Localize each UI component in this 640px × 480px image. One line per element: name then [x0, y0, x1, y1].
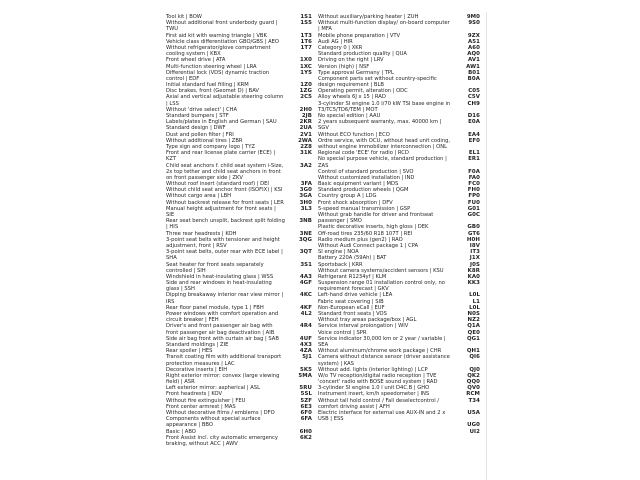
option-description: Mobile phone preparation | VTV — [318, 32, 401, 39]
option-description: Without Audi Connect package 1 | CPA — [318, 242, 419, 249]
option-code: 9ZX — [467, 32, 480, 39]
option-description: Front headrests | KOV — [166, 391, 223, 398]
option-row — [318, 429, 480, 435]
option-description: Driving on the right | LRV — [318, 57, 384, 64]
option-code: QE0 — [467, 329, 480, 336]
option-description: Decorative inserts | EIH — [166, 366, 228, 373]
option-code: UG0 — [467, 422, 480, 429]
option-code: FC0 — [468, 181, 480, 188]
option-description: Side and rear windows in heat-insulating glass | SSH — [166, 280, 272, 293]
option-code: 2WA — [298, 137, 312, 144]
option-description: Labels/plates in English and German | SAU — [166, 119, 277, 126]
option-code: IT3 — [470, 249, 480, 256]
option-code: 5MA — [298, 372, 312, 379]
option-code: 4GF — [299, 280, 312, 287]
left-option-list — [166, 14, 312, 447]
option-code: RCM — [466, 391, 480, 398]
option-description: Rear spoiler | HES — [166, 348, 213, 355]
option-description: 3-cylinder SI engine 1.0 l/70 kW TSI base engine in T3/TC5/TD6/TEM | MOT — [318, 100, 451, 113]
option-row — [318, 212, 480, 224]
option-code: J0S — [470, 261, 480, 268]
option-row — [166, 237, 312, 249]
option-code: 3FA — [300, 181, 312, 188]
option-row — [166, 262, 312, 274]
option-description: W/o TV reception/digital radio reception | TVE — [318, 372, 437, 379]
option-description: Without multi-function display/ on-board computer | MFA — [318, 20, 450, 33]
right-option-list — [318, 14, 480, 435]
option-description: Multi-function steering wheel | LRA — [166, 63, 257, 70]
option-code: 5J1 — [302, 354, 312, 361]
option-code: AQ0 — [467, 51, 480, 58]
option-description: Without child seat anchor front (ISOFIX) | KSI — [166, 187, 283, 194]
option-description: 'concert' radio with BOSE sound system | RAD — [318, 379, 438, 386]
option-code: 4ZA — [299, 348, 312, 355]
option-description: 3-cylinder SI engine 1.0 l unit D4C.B | GHO — [318, 385, 430, 392]
option-row — [318, 354, 480, 366]
option-description: Axial and vertical adjustable steering column | LSS — [166, 94, 284, 107]
option-code: 3QT — [299, 249, 312, 256]
option-description: Rear seat bench unsplit, backrest split folding | HIS — [166, 218, 285, 231]
option-row — [318, 119, 480, 131]
option-row — [166, 354, 312, 366]
option-description: Standard design | DWF — [166, 125, 226, 132]
option-code: QK2 — [467, 372, 480, 379]
option-code: E0A — [468, 119, 480, 126]
option-code: 4X3 — [300, 341, 312, 348]
option-description: Seat heater for front seats separately controlled | SIH — [166, 261, 264, 274]
option-code: 6E3 — [300, 403, 312, 410]
option-description: Control of standard production | SVO — [318, 168, 414, 175]
option-description: Without camera systems/accident sensors | KSU — [318, 267, 444, 274]
option-code: 1XC — [300, 63, 312, 70]
option-description: Radio medium plus (gen2) | RAO — [318, 236, 403, 243]
option-description: Front Assist incl. city automatic emergency braking, without ACC | AWV — [166, 434, 278, 447]
option-code: 3G0 — [299, 187, 312, 194]
option-row — [166, 292, 312, 304]
option-description: Regional code 'ECE' for radio | RCD — [318, 150, 409, 157]
option-description: Sportsback | KRR — [318, 261, 363, 268]
option-description: Without add. lights (interior lighting) | LCP — [318, 366, 428, 373]
option-code: J1X — [469, 255, 480, 262]
option-description: Suspension range 01 installation control only, no requirement forecast | GKV — [318, 280, 445, 293]
option-code: A51 — [468, 38, 480, 45]
option-code: QH1 — [466, 348, 480, 355]
option-description: Front shock absorption | DFV — [318, 199, 393, 206]
option-description: Right exterior mirror: convex (large viewing field) | ASR — [166, 372, 280, 386]
option-description: Without additional tires | ZBR — [166, 137, 243, 144]
option-code: 6K2 — [300, 434, 312, 441]
option-code: 3H0 — [299, 199, 312, 206]
option-description: Without auxiliary/parking heater | ZUH — [318, 14, 419, 20]
option-description: Service indicator 30,000 km or 2 year / variable | SEA — [318, 335, 446, 348]
option-code: L0L — [469, 292, 480, 299]
option-code: KK3 — [467, 280, 480, 287]
option-description: Transit coating film with additional transport protection measures | LAC — [166, 354, 282, 367]
option-description: Without tall hold control / Fall deselectcontrol / comfort driving assist | AFH — [318, 397, 440, 410]
option-description: Without decorative films / emblems | DFO — [166, 410, 275, 416]
option-code: EF0 — [468, 137, 480, 144]
option-description: Ordre service, with OCU, without head unit coding, without engine immobilizer interconnection | ONL — [318, 137, 451, 150]
option-description: 5-speed manual transmission | GSP — [318, 205, 411, 212]
option-row — [166, 416, 312, 428]
option-row — [166, 206, 312, 218]
option-description: Front wheel drive | ATA — [166, 57, 226, 64]
option-description: Without backrest release for front seats | LER — [166, 199, 284, 206]
option-description: Driver's and front passenger air bag with front passenger air bag deactivation | AIB — [166, 323, 275, 336]
option-code: FH0 — [467, 187, 480, 194]
option-description: Power windows with comfort operation and circuit breaker | FEH — [166, 311, 279, 324]
left-option-column — [166, 14, 312, 447]
option-code: Q1A — [467, 323, 480, 330]
option-code: 4KC — [300, 292, 312, 299]
option-description: Without grab handle for driver and frontseat passenger | SMO — [318, 212, 434, 225]
option-description: Camera without distance sensor (driver assistance system) | KAS — [318, 354, 450, 367]
option-code: 3NB — [299, 218, 312, 225]
option-description: Left-hand drive vehicle | LEA — [318, 292, 393, 299]
option-description: SI engine | NOA — [318, 249, 359, 256]
option-row — [318, 76, 480, 88]
option-description: Rear floor panel module, type 1 | FBH — [166, 304, 264, 311]
option-code: 3QG — [298, 236, 312, 243]
page-edge-line — [486, 12, 487, 480]
option-code: 5K5 — [300, 366, 312, 373]
option-code: 2V1 — [300, 131, 312, 138]
option-code: 1ZG — [299, 88, 312, 95]
option-code: C05 — [468, 88, 480, 95]
option-code: UI2 — [469, 428, 480, 435]
option-description: Front center armrest | MAS — [166, 403, 236, 410]
option-description: Operating permit, alteration | ODC — [318, 88, 408, 95]
option-description: Standard front seats | VOS — [318, 311, 387, 317]
option-code: U5A — [467, 410, 480, 416]
option-code: 4L2 — [300, 311, 312, 317]
option-code: AW1 — [466, 63, 480, 70]
option-description: Initial standard fuel filling | KRM — [166, 82, 249, 89]
option-code: NZ2 — [467, 317, 480, 324]
option-code: ER1 — [468, 156, 480, 163]
option-code: 3GA — [299, 193, 312, 200]
option-row — [166, 218, 312, 230]
option-description — [318, 429, 453, 435]
option-description: Manual height adjustment for front seats | SIE — [166, 205, 276, 218]
option-code: 9M0 — [466, 14, 480, 20]
option-code: L1 — [472, 298, 480, 305]
option-code: 3A2 — [300, 162, 312, 169]
option-code: 1S5 — [300, 20, 312, 27]
option-code: 6F0 — [300, 410, 312, 416]
option-description: Without roof insert (standard roof) | DEI — [166, 181, 269, 188]
option-description: Differential lock (VDS) dynamic traction control | EDF — [166, 69, 270, 82]
option-code: 5RU — [299, 385, 312, 392]
option-row — [166, 70, 312, 82]
option-code: QJ0 — [469, 366, 480, 373]
option-row — [166, 373, 312, 385]
option-description: Battery 220A (59Ah) | BAT — [318, 255, 387, 262]
option-code: L0L — [469, 304, 480, 311]
option-description: First aid kit with warning triangle | VBK — [166, 32, 267, 39]
option-row — [318, 156, 480, 168]
option-code: H0H — [466, 236, 480, 243]
option-code: 5ZF — [300, 397, 312, 404]
option-code: B0A — [467, 75, 480, 82]
option-code: 2Z8 — [300, 143, 312, 150]
option-code: 3NE — [299, 230, 312, 237]
option-code: QG1 — [466, 335, 480, 342]
option-code: 4A3 — [300, 273, 312, 280]
option-description: Plastic decorative inserts, high gloss | DEK — [318, 224, 429, 231]
option-row — [166, 280, 312, 292]
option-code: QI6 — [469, 354, 480, 361]
option-description: Alloy wheels 6J x 15 | RAD — [318, 94, 386, 101]
option-code: C5V — [467, 94, 480, 101]
option-code: GB0 — [467, 224, 480, 231]
option-description: Component parts set without country-specific design requirement | BLB — [318, 75, 437, 89]
option-row — [166, 163, 312, 182]
option-code: 2H0 — [299, 106, 312, 113]
option-row — [166, 311, 312, 323]
option-description: 3-point seat belts, outer rear with ECE label | SHA — [166, 249, 283, 262]
option-row — [166, 150, 312, 162]
option-row — [166, 20, 312, 32]
option-code: 1T7 — [300, 44, 312, 51]
option-description: Audi AG | HIR — [318, 38, 353, 45]
option-row — [166, 94, 312, 106]
option-description: Tool kit | BOW — [166, 14, 202, 20]
option-description: Instrument insert, km/h speedometer | INS — [318, 391, 430, 398]
option-description: Windshield in heat-insulating glass | WSS — [166, 273, 274, 280]
option-description: 3-point seat belts with tensioner and height adjustment, front | RSV — [166, 236, 280, 249]
option-code: 5SL — [300, 391, 312, 398]
option-code: EA4 — [468, 131, 480, 138]
option-description: Without aluminum/chrome work package | CHR — [318, 348, 442, 355]
option-description: Disc brakes, front (Geomet D) | BAV — [166, 88, 259, 95]
option-code: QV0 — [467, 385, 480, 392]
option-code: AV1 — [467, 57, 480, 64]
option-code: A60 — [468, 44, 480, 51]
option-code: T34 — [468, 397, 480, 404]
option-description: Without refrigerator/glove compartment cooling system | KBX — [166, 44, 271, 58]
option-description: Refrigerant R1234yf | KLM — [318, 273, 387, 280]
option-code: 2UA — [299, 125, 312, 132]
option-description: Without 'drive select' | CHA — [166, 106, 238, 113]
right-option-column — [318, 14, 480, 435]
option-code: CH9 — [467, 100, 480, 107]
option-description: Standard moldings | ZIE — [166, 341, 229, 348]
option-code: 4UF — [299, 335, 312, 342]
option-code: 2C5 — [300, 94, 312, 101]
option-code: 6H0 — [299, 428, 312, 435]
option-description: Basic equipment variant | MDS — [318, 181, 399, 188]
option-description: Vehicle class differentiation GBO/GBS | AEO — [166, 38, 280, 45]
option-code: 6FA — [300, 416, 312, 423]
option-code: 1T3 — [300, 32, 312, 39]
option-row — [318, 398, 480, 410]
option-description: Without additional front underbody guard | TWU — [166, 20, 278, 33]
option-description: Version (high) | NSF — [318, 63, 370, 70]
option-row — [318, 138, 480, 150]
option-code: F0A — [468, 168, 480, 175]
option-code: 4R4 — [300, 323, 312, 330]
option-row — [318, 280, 480, 292]
option-description: Standard bumpers | STF — [166, 113, 229, 119]
option-row — [318, 20, 480, 32]
option-code: K8R — [467, 267, 480, 274]
option-description: Type approval Germany | TPL — [318, 69, 394, 76]
option-code: 9S0 — [468, 20, 480, 27]
option-row — [318, 336, 480, 348]
option-description: Without customized installation | IND — [318, 174, 415, 181]
option-description: Without tray areas package/box | AGL — [318, 317, 417, 324]
option-description: Components without special surface appearance | BBO — [166, 416, 261, 429]
option-row — [318, 410, 480, 422]
option-code: 3S1 — [300, 261, 312, 268]
option-row — [318, 101, 480, 113]
option-description: Non-European eCall | EUF — [318, 304, 385, 311]
option-code: G01 — [467, 205, 480, 212]
option-description: Category 0 | XKR — [318, 44, 363, 51]
option-code: 2JB — [301, 113, 312, 119]
option-description: No special purpose vehicle, standard production | ZAS — [318, 156, 447, 169]
option-description: Voice control | SPR — [318, 329, 367, 336]
option-code: 1Y5 — [300, 69, 312, 76]
option-code: 4KF — [300, 304, 312, 311]
option-description: Electric interface for external use AUX-IN and 2 x USB | ESS — [318, 410, 446, 423]
option-description: Type sign and company logo | TYZ — [166, 143, 255, 150]
option-description: Dipping breakaway interior rear view mirror | IRS — [166, 292, 284, 305]
option-description: Service interval prolongation | WIV — [318, 323, 409, 330]
option-code: I8V — [469, 242, 480, 249]
option-code: 1Z0 — [300, 82, 312, 89]
option-row — [166, 323, 312, 335]
option-code: 31K — [300, 150, 312, 157]
option-code: B01 — [468, 69, 480, 76]
option-description: Child seat anchors f. child seat system i-Size, 2x top tether and child seat anchors in front on front passenger side | ZKV — [166, 162, 284, 181]
option-code: FU0 — [467, 199, 480, 206]
option-code: N0S — [467, 311, 480, 317]
option-code: 2KR — [299, 119, 312, 126]
option-description: No special edition | AAU — [318, 113, 381, 119]
option-code: FA0 — [468, 174, 480, 181]
option-code: 1T6 — [300, 38, 312, 45]
option-description: Three rear headrests | KOH — [166, 230, 237, 237]
option-description: Without ECO function | ECO — [318, 131, 390, 138]
option-description: Standard production quality | QUA — [318, 51, 407, 58]
option-description: Country group A | LDG — [318, 193, 377, 200]
option-code: 1X0 — [300, 57, 312, 64]
option-description: Left exterior mirror: aspherical | ASL — [166, 385, 260, 392]
option-row — [166, 435, 312, 447]
option-row — [166, 45, 312, 57]
option-description: Without cargo area | LBH — [166, 193, 232, 200]
option-description: Front and rear license plate carrier (ECE) | KZT — [166, 150, 276, 163]
option-row — [166, 249, 312, 261]
option-code: 3L3 — [300, 205, 312, 212]
option-code: QQ0 — [466, 379, 480, 386]
option-description: Dust and pollen filter | FRI — [166, 131, 234, 138]
option-code: FP0 — [468, 193, 480, 200]
option-code: GT6 — [467, 230, 480, 237]
option-code: D16 — [467, 113, 480, 119]
option-description: 2 years subsequent warranty, max. 40000 km | SGV — [318, 119, 442, 132]
option-description: Basic | ABO — [166, 428, 196, 435]
option-code: G0C — [467, 212, 480, 218]
option-description: Standard production wheels | QGM — [318, 187, 409, 194]
option-description: Side air bag front with curtain air bag | SAB — [166, 335, 279, 342]
option-description: Without fire extinguisher | FEU — [166, 397, 246, 404]
option-code: 1S1 — [300, 14, 312, 20]
option-code: KA0 — [467, 273, 480, 280]
option-description: Off-road tires 235/60 R18 107T | REI — [318, 230, 413, 237]
option-code: EL1 — [468, 150, 480, 157]
option-description: Fabric seat covering | SIB — [318, 298, 384, 305]
